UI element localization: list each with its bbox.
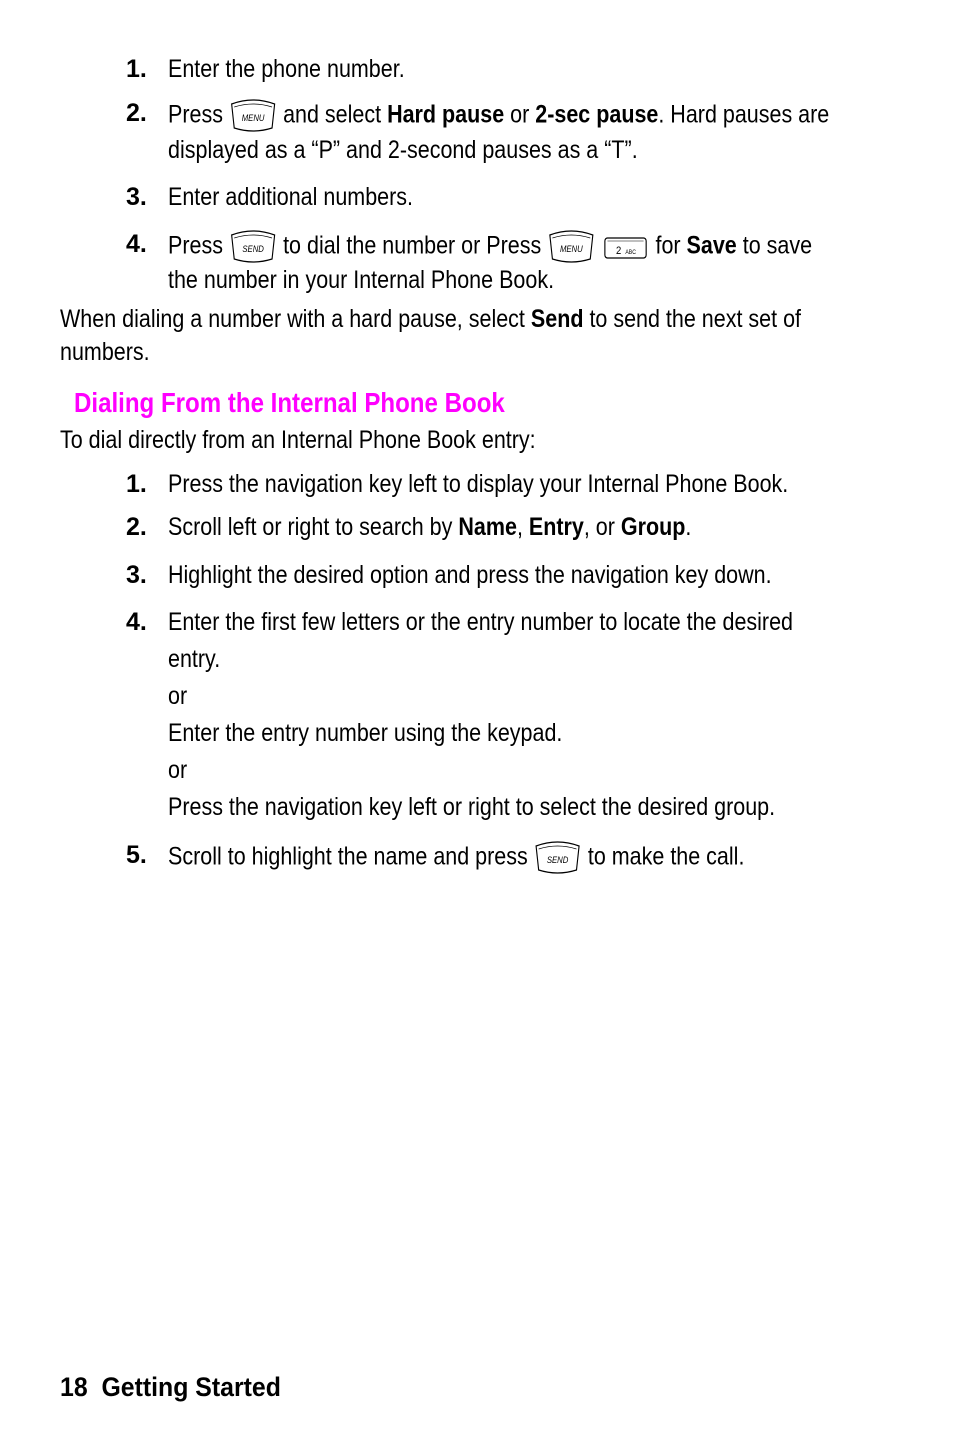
text-fragment: Press — [168, 100, 223, 129]
menu-key-icon — [229, 98, 277, 134]
step-number: 2. — [126, 513, 147, 541]
option-hard-pause: Hard pause — [387, 100, 505, 129]
step-number: 1. — [126, 470, 147, 498]
text-fragment: , or — [583, 513, 615, 541]
step-text-continued: displayed as a “P” and 2-second pauses as a “T”. — [168, 136, 638, 164]
option-group: Group — [620, 513, 686, 541]
option-entry: Entry — [528, 513, 584, 541]
option-2sec-pause: 2-sec pause — [535, 100, 659, 129]
key-label: MENU — [241, 112, 265, 124]
text-fragment: to dial the number or Press — [283, 231, 542, 260]
step-text-continued: entry. — [168, 645, 221, 673]
note-text-continued: numbers. — [60, 338, 150, 366]
note-text — [60, 304, 801, 334]
step-text-alt: Enter the entry number using the keypad. — [168, 719, 563, 747]
step-number: 2. — [126, 99, 147, 127]
step-text: Enter the phone number. — [168, 55, 405, 83]
step-number: 1. — [126, 55, 147, 83]
text-fragment: for — [655, 231, 681, 260]
text-fragment: Scroll left or right to search by — [168, 513, 453, 541]
text-fragment: Scroll to highlight the name and press — [168, 842, 528, 871]
section-intro: To dial directly from an Internal Phone Book entry: — [60, 426, 536, 454]
send-key-icon — [534, 840, 582, 876]
step-number: 5. — [126, 841, 147, 869]
key-label: SEND — [242, 243, 264, 255]
step-text-alt: Press the navigation key left or right to select the desired group. — [168, 793, 776, 821]
step-number: 4. — [126, 230, 147, 258]
option-send: Send — [530, 305, 584, 333]
step-number: 3. — [126, 183, 147, 211]
key-sublabel: ABC — [625, 249, 636, 257]
step-text — [168, 512, 691, 542]
text-fragment: to send the next set of — [589, 305, 801, 333]
step-text: Press the navigation key left to display your Internal Phone Book. — [168, 470, 789, 498]
step-text-continued: the number in your Internal Phone Book. — [168, 266, 555, 294]
step-text: Enter additional numbers. — [168, 183, 414, 211]
key-label: 2 — [615, 245, 622, 258]
step-text: Highlight the desired option and press the navigation key down. — [168, 561, 772, 589]
key-label: MENU — [559, 243, 583, 255]
step-text: Enter the first few letters or the entry number to locate the desired — [168, 608, 794, 636]
step-text — [168, 840, 744, 876]
text-fragment: Press — [168, 231, 223, 260]
page-footer — [60, 1370, 281, 1404]
step-number: 4. — [126, 608, 147, 636]
footer-title: Getting Started — [101, 1372, 281, 1402]
section-heading: Dialing From the Internal Phone Book — [74, 387, 505, 418]
option-name: Name — [458, 513, 517, 541]
text-fragment: , — [516, 513, 523, 541]
two-abc-key-icon — [601, 232, 649, 262]
send-key-icon — [229, 229, 277, 265]
page-number: 18 — [60, 1372, 88, 1402]
step-text — [168, 229, 812, 265]
key-label: SEND — [547, 854, 569, 866]
step-number: 3. — [126, 561, 147, 589]
text-fragment: or — [510, 100, 530, 129]
text-fragment: . — [685, 513, 692, 541]
text-fragment: to make the call. — [587, 842, 745, 871]
or-text: or — [168, 756, 188, 784]
menu-key-icon — [547, 229, 595, 265]
or-text: or — [168, 682, 188, 710]
step-text — [168, 98, 829, 134]
text-fragment: to save — [742, 231, 813, 260]
text-fragment: When dialing a number with a hard pause, select — [60, 305, 525, 333]
option-save: Save — [686, 231, 737, 260]
text-fragment: . Hard pauses are — [658, 100, 830, 129]
text-fragment: and select — [283, 100, 382, 129]
